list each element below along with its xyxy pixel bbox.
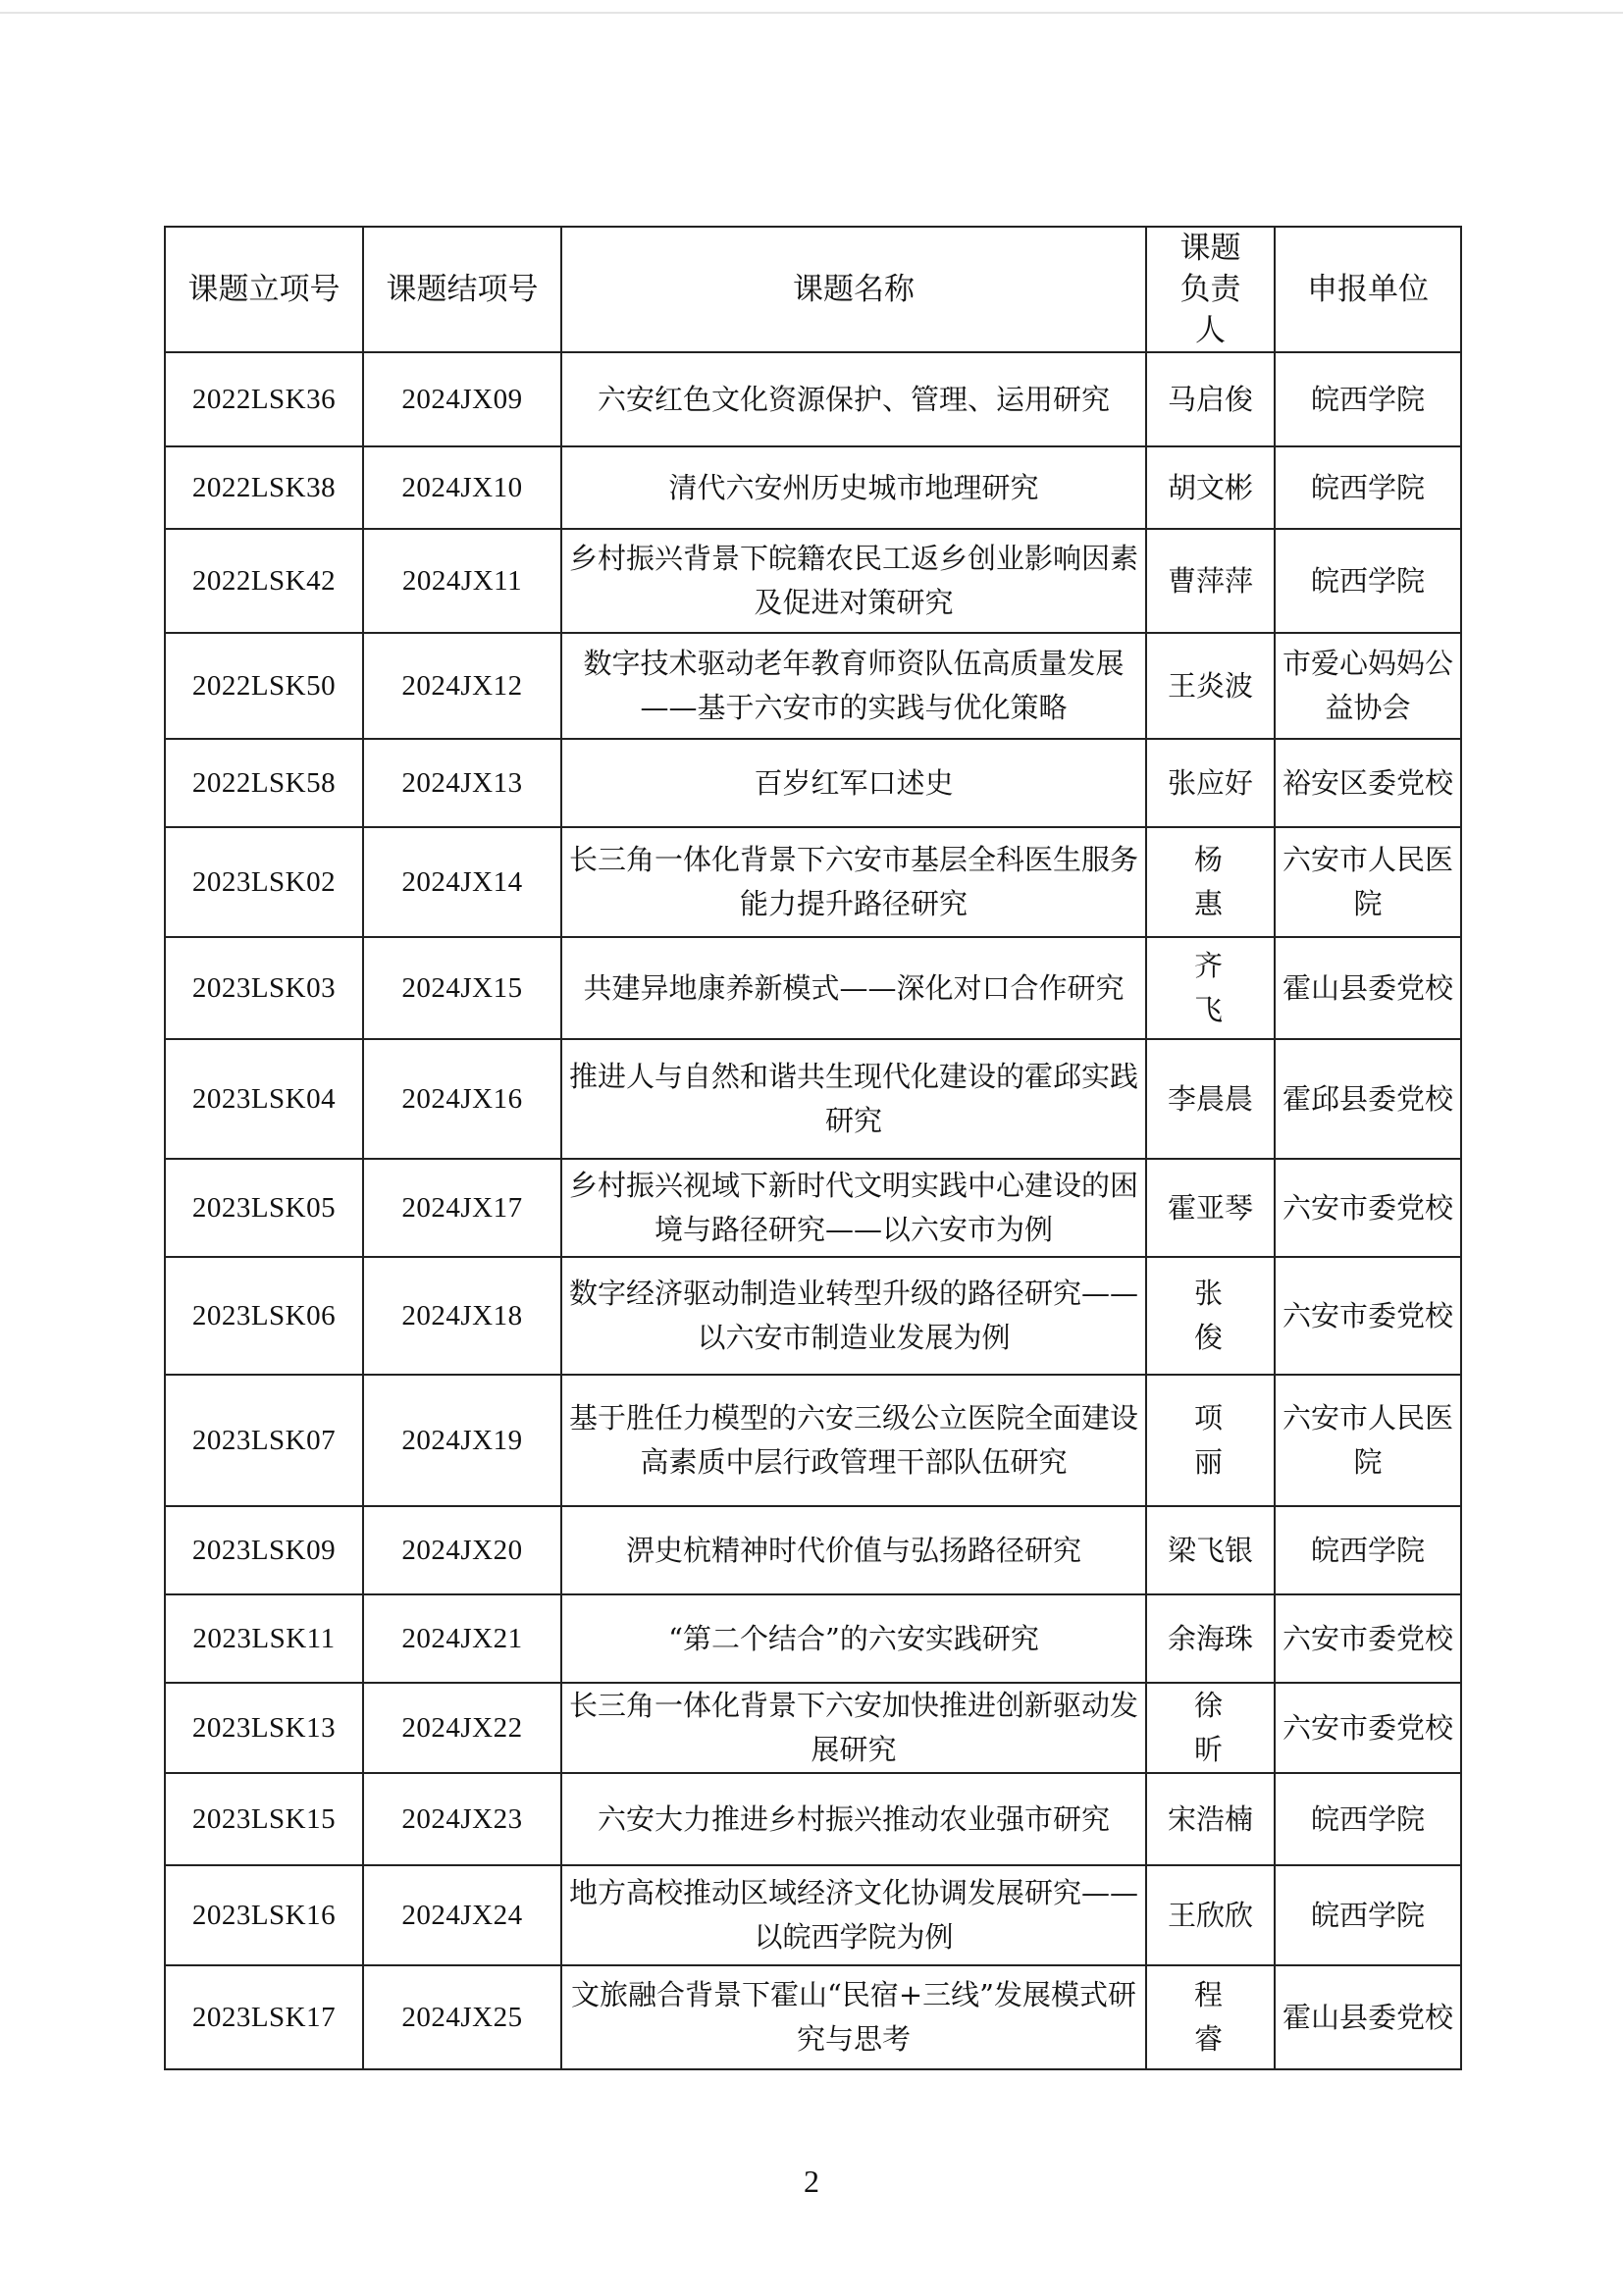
header-title: 课题名称 [561, 227, 1146, 352]
cell-project-id: 2023LSK05 [165, 1159, 363, 1257]
cell-project-id: 2023LSK03 [165, 937, 363, 1039]
cell-leader: 王炎波 [1146, 633, 1275, 739]
cell-unit: 裕安区委党校 [1275, 739, 1461, 827]
cell-leader: 马启俊 [1146, 352, 1275, 446]
cell-unit: 六安市委党校 [1275, 1257, 1461, 1375]
cell-completion-id: 2024JX19 [363, 1375, 561, 1506]
cell-title: 六安红色文化资源保护、管理、运用研究 [561, 352, 1146, 446]
cell-completion-id: 2024JX13 [363, 739, 561, 827]
cell-project-id: 2022LSK58 [165, 739, 363, 827]
cell-completion-id: 2024JX20 [363, 1506, 561, 1594]
cell-title: 共建异地康养新模式——深化对口合作研究 [561, 937, 1146, 1039]
cell-unit: 皖西学院 [1275, 1865, 1461, 1965]
table-row [165, 1039, 1461, 1159]
table-row [165, 739, 1461, 827]
cell-title: 数字技术驱动老年教育师资队伍高质量发展——基于六安市的实践与优化策略 [561, 633, 1146, 739]
cell-leader: 霍亚琴 [1146, 1159, 1275, 1257]
cell-project-id: 2023LSK07 [165, 1375, 363, 1506]
cell-completion-id: 2024JX12 [363, 633, 561, 739]
cell-title: 乡村振兴背景下皖籍农民工返乡创业影响因素及促进对策研究 [561, 529, 1146, 633]
cell-leader: 李晨晨 [1146, 1039, 1275, 1159]
cell-unit: 皖西学院 [1275, 529, 1461, 633]
scan-edge-line [0, 12, 1623, 14]
cell-leader: 程睿 [1146, 1965, 1275, 2069]
cell-unit: 皖西学院 [1275, 1773, 1461, 1865]
cell-leader: 胡文彬 [1146, 446, 1275, 529]
cell-leader: 王欣欣 [1146, 1865, 1275, 1965]
cell-unit: 皖西学院 [1275, 1506, 1461, 1594]
table-row [165, 1257, 1461, 1375]
cell-project-id: 2022LSK36 [165, 352, 363, 446]
cell-title: “第二个结合”的六安实践研究 [561, 1594, 1146, 1683]
cell-completion-id: 2024JX25 [363, 1965, 561, 2069]
cell-project-id: 2022LSK38 [165, 446, 363, 529]
cell-completion-id: 2024JX24 [363, 1865, 561, 1965]
cell-project-id: 2023LSK13 [165, 1683, 363, 1773]
cell-title: 百岁红军口述史 [561, 739, 1146, 827]
cell-leader: 张应好 [1146, 739, 1275, 827]
cell-completion-id: 2024JX18 [363, 1257, 561, 1375]
cell-completion-id: 2024JX11 [363, 529, 561, 633]
cell-title: 地方高校推动区域经济文化协调发展研究——以皖西学院为例 [561, 1865, 1146, 1965]
cell-title: 长三角一体化背景下六安加快推进创新驱动发展研究 [561, 1683, 1146, 1773]
table-header-row [165, 227, 1461, 352]
cell-unit: 六安市人民医院 [1275, 1375, 1461, 1506]
header-leader: 课题负责人 [1146, 227, 1275, 352]
cell-leader: 项丽 [1146, 1375, 1275, 1506]
cell-project-id: 2023LSK16 [165, 1865, 363, 1965]
cell-project-id: 2023LSK11 [165, 1594, 363, 1683]
cell-project-id: 2023LSK06 [165, 1257, 363, 1375]
cell-unit: 霍邱县委党校 [1275, 1039, 1461, 1159]
table-row [165, 827, 1461, 937]
cell-title: 文旅融合背景下霍山“民宿+三线”发展模式研究与思考 [561, 1965, 1146, 2069]
table-row [165, 1506, 1461, 1594]
cell-leader: 曹萍萍 [1146, 529, 1275, 633]
table-row [165, 1594, 1461, 1683]
cell-title: 推进人与自然和谐共生现代化建设的霍邱实践研究 [561, 1039, 1146, 1159]
cell-completion-id: 2024JX16 [363, 1039, 561, 1159]
cell-unit: 六安市委党校 [1275, 1683, 1461, 1773]
table-row [165, 446, 1461, 529]
table-row [165, 1683, 1461, 1773]
cell-unit: 皖西学院 [1275, 446, 1461, 529]
cell-leader: 徐昕 [1146, 1683, 1275, 1773]
table-row [165, 529, 1461, 633]
cell-completion-id: 2024JX22 [363, 1683, 561, 1773]
table-row [165, 1375, 1461, 1506]
cell-unit: 霍山县委党校 [1275, 1965, 1461, 2069]
cell-title: 长三角一体化背景下六安市基层全科医生服务能力提升路径研究 [561, 827, 1146, 937]
table-row [165, 633, 1461, 739]
cell-unit: 六安市委党校 [1275, 1159, 1461, 1257]
table-row [165, 1773, 1461, 1865]
cell-project-id: 2023LSK04 [165, 1039, 363, 1159]
cell-completion-id: 2024JX09 [363, 352, 561, 446]
table-row [165, 1965, 1461, 2069]
cell-project-id: 2023LSK17 [165, 1965, 363, 2069]
cell-title: 六安大力推进乡村振兴推动农业强市研究 [561, 1773, 1146, 1865]
table-row [165, 1159, 1461, 1257]
header-unit: 申报单位 [1275, 227, 1461, 352]
header-completion-id: 课题结项号 [363, 227, 561, 352]
project-table [164, 226, 1462, 2070]
cell-title: 淠史杭精神时代价值与弘扬路径研究 [561, 1506, 1146, 1594]
table-row [165, 937, 1461, 1039]
cell-leader: 余海珠 [1146, 1594, 1275, 1683]
page-number: 2 [804, 2164, 819, 2199]
cell-project-id: 2022LSK42 [165, 529, 363, 633]
cell-completion-id: 2024JX14 [363, 827, 561, 937]
cell-unit: 皖西学院 [1275, 352, 1461, 446]
cell-title: 清代六安州历史城市地理研究 [561, 446, 1146, 529]
header-project-id: 课题立项号 [165, 227, 363, 352]
cell-title: 乡村振兴视域下新时代文明实践中心建设的困境与路径研究——以六安市为例 [561, 1159, 1146, 1257]
cell-unit: 六安市人民医院 [1275, 827, 1461, 937]
cell-title: 数字经济驱动制造业转型升级的路径研究——以六安市制造业发展为例 [561, 1257, 1146, 1375]
cell-leader: 张俊 [1146, 1257, 1275, 1375]
cell-project-id: 2023LSK09 [165, 1506, 363, 1594]
cell-completion-id: 2024JX17 [363, 1159, 561, 1257]
cell-completion-id: 2024JX10 [363, 446, 561, 529]
table-row [165, 352, 1461, 446]
cell-project-id: 2022LSK50 [165, 633, 363, 739]
cell-title: 基于胜任力模型的六安三级公立医院全面建设高素质中层行政管理干部队伍研究 [561, 1375, 1146, 1506]
cell-leader: 宋浩楠 [1146, 1773, 1275, 1865]
cell-completion-id: 2024JX23 [363, 1773, 561, 1865]
cell-unit: 市爱心妈妈公益协会 [1275, 633, 1461, 739]
cell-project-id: 2023LSK02 [165, 827, 363, 937]
cell-completion-id: 2024JX21 [363, 1594, 561, 1683]
cell-leader: 梁飞银 [1146, 1506, 1275, 1594]
cell-leader: 齐飞 [1146, 937, 1275, 1039]
table-row [165, 1865, 1461, 1965]
cell-completion-id: 2024JX15 [363, 937, 561, 1039]
cell-leader: 杨惠 [1146, 827, 1275, 937]
cell-unit: 霍山县委党校 [1275, 937, 1461, 1039]
cell-project-id: 2023LSK15 [165, 1773, 363, 1865]
cell-unit: 六安市委党校 [1275, 1594, 1461, 1683]
